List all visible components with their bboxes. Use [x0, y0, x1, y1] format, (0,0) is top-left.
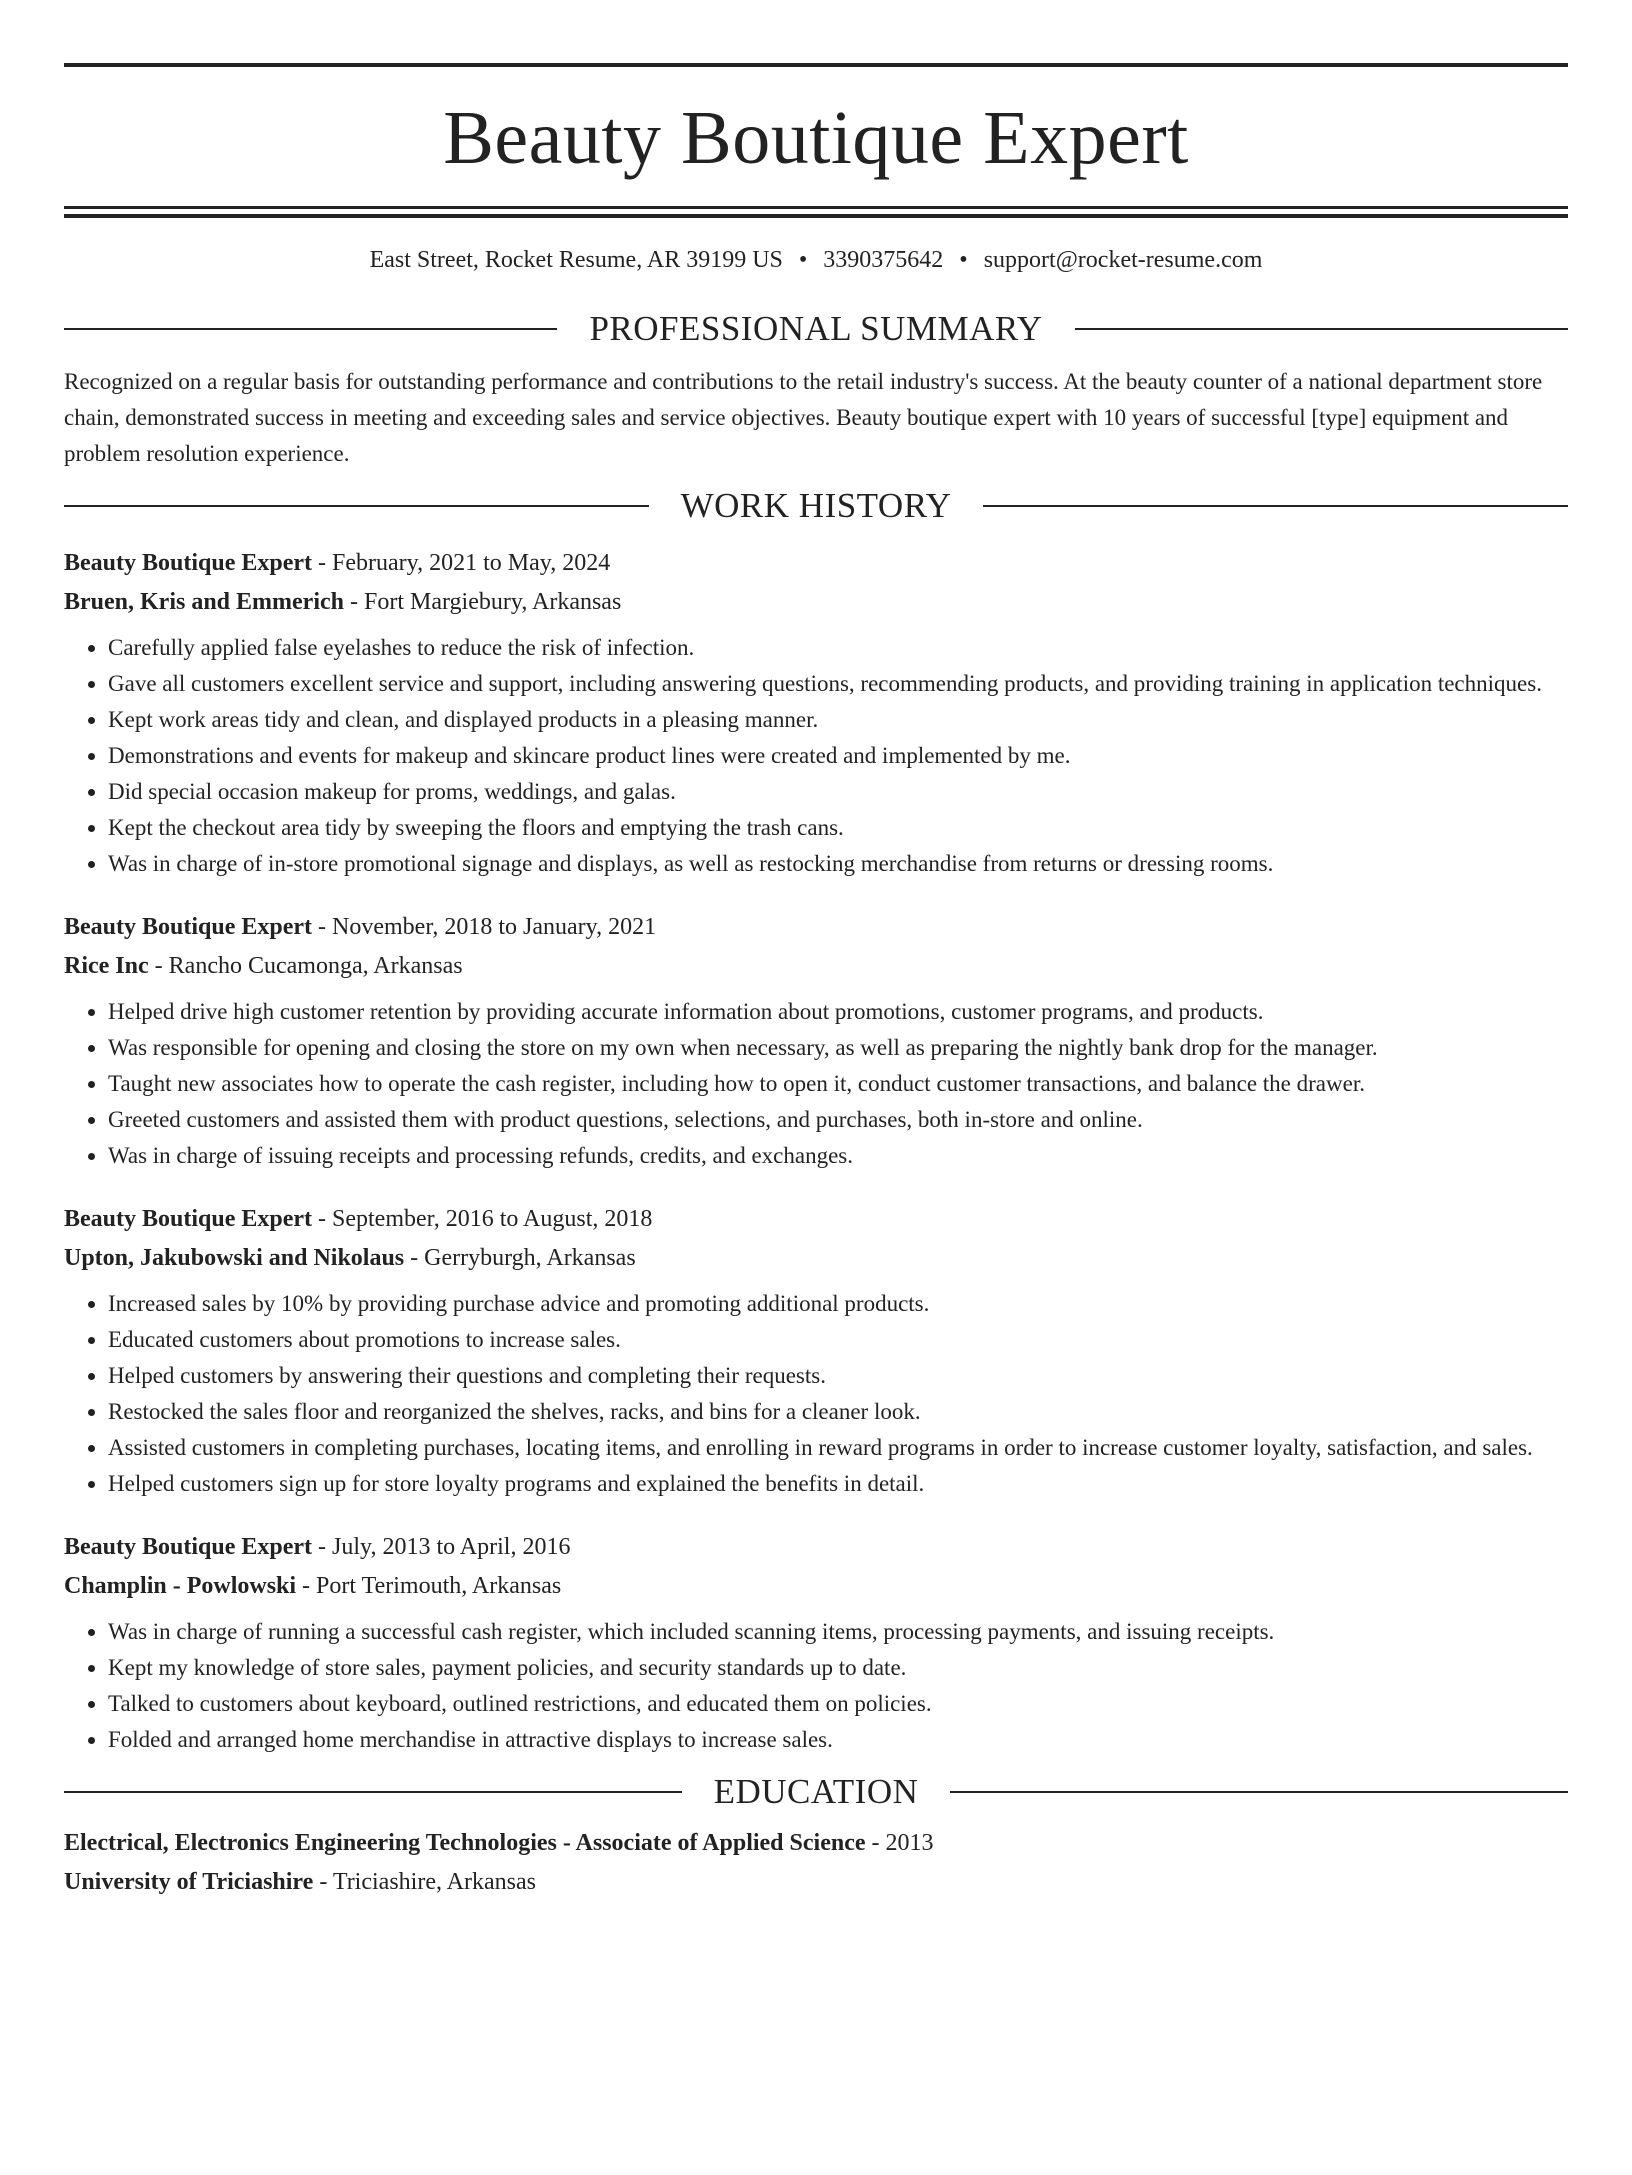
job-company-line — [64, 1567, 1568, 1606]
job-dash: - — [312, 1534, 333, 1560]
divider-line — [64, 505, 649, 507]
job-dash: - — [148, 953, 169, 979]
job-company: Bruen, Kris and Emmerich — [64, 589, 344, 615]
bullet-item: • Demonstrations and events for makeup and skincare product lines were created and implemented by me. — [108, 738, 1568, 774]
job-location: Rancho Cucamonga, Arkansas — [168, 953, 463, 979]
job-location: Port Terimouth, Arkansas — [316, 1573, 562, 1599]
bullet-item: • Kept work areas tidy and clean, and displayed products in a pleasing manner. — [108, 702, 1568, 738]
job-dates: September, 2016 to August, 2018 — [332, 1206, 653, 1232]
education-location: Triciashire, Arkansas — [332, 1869, 536, 1895]
bullet-item: • Helped customers by answering their questions and completing their requests. — [108, 1358, 1568, 1394]
job-title-line — [64, 1200, 1568, 1239]
job-entry — [64, 544, 1568, 882]
section-title: EDUCATION — [713, 1772, 919, 1811]
divider-line — [64, 1791, 682, 1793]
bullet-item: • Folded and arranged home merchandise in attractive displays to increase sales. — [108, 1722, 1568, 1758]
education-year: 2013 — [885, 1830, 934, 1856]
job-dash: - — [312, 914, 333, 940]
bullet-item: • Educated customers about promotions to increase sales. — [108, 1322, 1568, 1358]
job-company: Champlin - Powlowski — [64, 1573, 297, 1599]
section-heading-education — [64, 1772, 1568, 1812]
education-degree: Electrical, Electronics Engineering Technologies - Associate of Applied Science — [64, 1830, 866, 1856]
job-company-line — [64, 583, 1568, 622]
job-role: Beauty Boutique Expert — [64, 1206, 313, 1232]
education-dash: - — [313, 1869, 333, 1895]
section-title: WORK HISTORY — [680, 486, 952, 525]
bullet-item: • Was in charge of issuing receipts and processing refunds, credits, and exchanges. — [108, 1138, 1568, 1174]
job-dates: July, 2013 to April, 2016 — [332, 1534, 571, 1560]
contact-separator: • — [959, 247, 968, 273]
contact-email: support@rocket-resume.com — [983, 247, 1263, 273]
divider-line — [64, 328, 557, 330]
bullet-item: • Increased sales by 10% by providing purchase advice and promoting additional products. — [108, 1286, 1568, 1322]
divider-line — [950, 1791, 1568, 1793]
job-company: Rice Inc — [64, 953, 149, 979]
education-dash: - — [865, 1830, 886, 1856]
divider-line — [983, 505, 1568, 507]
job-title-line — [64, 544, 1568, 583]
job-dash: - — [312, 550, 333, 576]
bullet-item: • Kept the checkout area tidy by sweeping the floors and emptying the trash cans. — [108, 810, 1568, 846]
job-entry — [64, 908, 1568, 1174]
contact-address: East Street, Rocket Resume, AR 39199 US — [369, 247, 783, 273]
job-bullets — [64, 1614, 1568, 1758]
section-title: PROFESSIONAL SUMMARY — [589, 309, 1043, 348]
section-heading-work-history — [64, 486, 1568, 526]
job-dash: - — [296, 1573, 317, 1599]
job-dash: - — [404, 1245, 425, 1271]
bullet-item: • Did special occasion makeup for proms, weddings, and galas. — [108, 774, 1568, 810]
contact-line — [64, 245, 1568, 275]
contact-separator: • — [798, 247, 808, 273]
job-bullets — [64, 630, 1568, 882]
job-role: Beauty Boutique Expert — [64, 1534, 313, 1560]
job-dates: February, 2021 to May, 2024 — [332, 550, 611, 576]
education-entry — [64, 1824, 1568, 1902]
job-role: Beauty Boutique Expert — [64, 550, 313, 576]
bullet-item: • Kept my knowledge of store sales, payment policies, and security standards up to date. — [108, 1650, 1568, 1686]
header-top-rule — [64, 63, 1568, 67]
bullet-item: • Talked to customers about keyboard, outlined restrictions, and educated them on policies. — [108, 1686, 1568, 1722]
summary-text: Recognized on a regular basis for outstanding performance and contributions to the retail industry's success. At the beauty counter of a national department store chain, demonstrated success in meeting and exceeding sales and service objectives. Beauty boutique expert with 10 years of successful [type] equipment and problem resolution experience. — [64, 369, 1543, 466]
bullet-item: • Taught new associates how to operate the cash register, including how to open it, conduct customer transactions, and balance the drawer. — [108, 1066, 1568, 1102]
job-bullets — [64, 994, 1568, 1174]
header-double-rule — [64, 206, 1568, 218]
education-school: University of Triciashire — [64, 1869, 314, 1895]
job-entry — [64, 1528, 1568, 1758]
bullet-item: • Gave all customers excellent service and support, including answering questions, recommending products, and providing training in application techniques. — [108, 666, 1568, 702]
job-title-line — [64, 908, 1568, 947]
job-dates: November, 2018 to January, 2021 — [332, 914, 657, 940]
bullet-item: • Helped drive high customer retention by providing accurate information about promotions, customer programs, and products. — [108, 994, 1568, 1030]
job-dash: - — [312, 1206, 333, 1232]
education-school-line — [64, 1863, 1568, 1902]
education-degree-line — [64, 1824, 1568, 1863]
job-company-line — [64, 1239, 1568, 1278]
bullet-item: • Restocked the sales floor and reorganized the shelves, racks, and bins for a cleaner look. — [108, 1394, 1568, 1430]
bullet-item: • Assisted customers in completing purchases, locating items, and enrolling in reward programs in order to increase customer loyalty, satisfaction, and sales. — [108, 1430, 1568, 1466]
job-bullets — [64, 1286, 1568, 1502]
job-title-line — [64, 1528, 1568, 1567]
divider-line — [1075, 328, 1568, 330]
job-location: Gerryburgh, Arkansas — [424, 1245, 636, 1271]
bullet-item: • Was responsible for opening and closing the store on my own when necessary, as well as preparing the nightly bank drop for the manager. — [108, 1030, 1568, 1066]
job-entry — [64, 1200, 1568, 1502]
contact-phone: 3390375642 — [823, 247, 944, 273]
candidate-name: Beauty Boutique Expert — [443, 96, 1189, 180]
resume-page — [0, 63, 1632, 2175]
job-dash: - — [344, 589, 364, 615]
job-role: Beauty Boutique Expert — [64, 914, 313, 940]
section-heading-summary — [64, 309, 1568, 349]
bullet-item: • Was in charge of in-store promotional signage and displays, as well as restocking merchandise from returns or dressing rooms. — [108, 846, 1568, 882]
bullet-item: • Was in charge of running a successful cash register, which included scanning items, processing payments, and issuing receipts. — [108, 1614, 1568, 1650]
job-location: Fort Margiebury, Arkansas — [364, 589, 622, 615]
job-company-line — [64, 947, 1568, 986]
bullet-item: • Helped customers sign up for store loyalty programs and explained the benefits in detail. — [108, 1466, 1568, 1502]
job-company: Upton, Jakubowski and Nikolaus — [64, 1245, 405, 1271]
bullet-item: • Greeted customers and assisted them with product questions, selections, and purchases, both in-store and online. — [108, 1102, 1568, 1138]
bullet-item: • Carefully applied false eyelashes to reduce the risk of infection. — [108, 630, 1568, 666]
